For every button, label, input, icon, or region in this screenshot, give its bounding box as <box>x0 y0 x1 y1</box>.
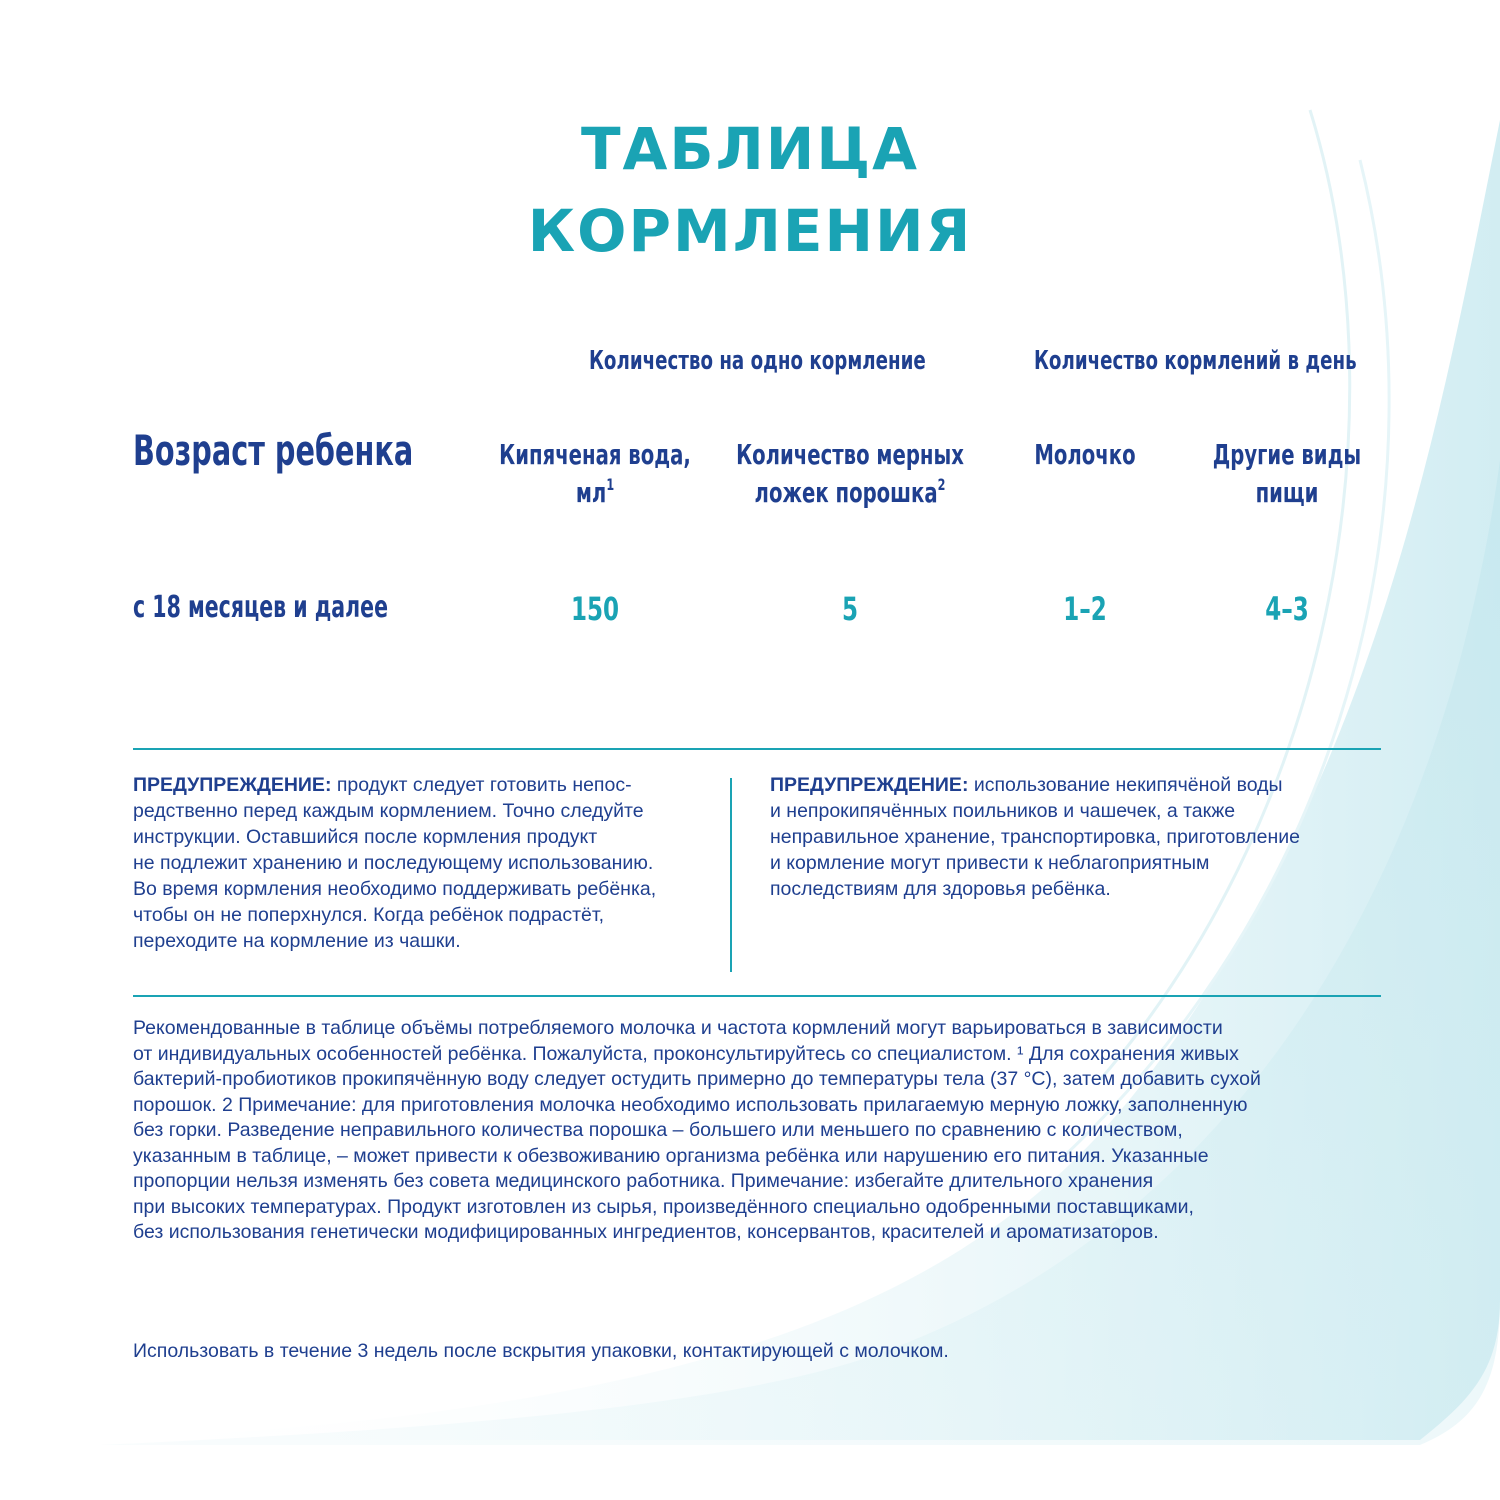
footnote-mark: 1 <box>606 475 615 494</box>
column-header-water <box>478 436 712 512</box>
cell-other-food: 4–3 <box>1265 590 1309 628</box>
table-row-label: с 18 месяцев и далее <box>133 590 389 625</box>
column-header-other-food <box>1170 436 1404 512</box>
column-header-text: Другие виды пищи <box>1212 438 1362 509</box>
recommendation-note: Рекомендованные в таблице объёмы потребляемого молочка и частота кормлений могут варьироваться в зависимости от индивидуальных особенностей ребёнка. Пожалуйста, проконсультируйтесь со специалистом. ¹ Для сохранения живых бактерий-пробиотиков прокипячённую воду следует остудить примерно до температуры тела (37 °C), затем добавить сухой порошок. 2 Примечание: для приготовления молочка необходимо использовать прилагаемую мерную ложку, заполненную без горки. Разведение неправильного количества порошка – большего или меньшего по сравнению с количеством, указанным в таблице, – может привести к обезвоживанию организма ребёнка или нарушению его питания. Указанные пропорции нельзя изменять без совета медицинского работника. Примечание: избегайте длительного хранения при высоких температурах. Продукт изготовлен из сырья, произведённого специально одобренными поставщиками, без использования генетически модифицированных ингредиентов, консервантов, красителей и ароматизаторов. <box>133 1017 1261 1243</box>
warning-left <box>133 772 713 954</box>
title-line-2: КОРМЛЕНИЯ <box>527 197 973 265</box>
warning-label: ПРЕДУПРЕЖДЕНИЕ: <box>133 774 332 796</box>
column-header-scoops <box>733 436 967 512</box>
storage-footer: Использовать в течение 3 недель после вскрытия упаковки, контактирующей с молочком. <box>133 1340 949 1362</box>
cell-water: 150 <box>570 590 620 628</box>
divider-bottom <box>133 995 1381 997</box>
warning-right <box>770 772 1370 902</box>
age-column-header: Возраст ребенка <box>133 426 414 475</box>
warning-label: ПРЕДУПРЕЖДЕНИЕ: <box>770 774 969 796</box>
title-line-1: ТАБЛИЦА <box>580 115 920 183</box>
group-header-per-feeding: Количество на одно кормление <box>589 346 926 376</box>
page-title <box>0 108 1500 272</box>
warning-text: продукт следует готовить непос- редственно перед каждым кормлением. Точно следуйте инструкции. Оставшийся после кормления продукт не подлежит хранению и последующему использованию. Во время кормления необходимо поддерживать ребёнка, чтобы он не поперхнулся. Когда ребёнок подрастёт, переходите на кормление из чашки. <box>133 774 657 952</box>
cell-scoops: 5 <box>841 590 859 628</box>
cell-milk-feedings: 1–2 <box>1063 590 1107 628</box>
footnote-mark: 2 <box>937 475 946 494</box>
divider-top <box>133 748 1381 750</box>
column-header-milk <box>968 436 1202 474</box>
column-header-text: Кипяченая вода, мл <box>499 438 691 509</box>
warning-text: использование некипячёной воды и непрокипячённых поильников и чашечек, а также неправильное хранение, транспортировка, приготовление и кормление могут привести к неблагоприятным последствиям для здоровья ребёнка. <box>770 774 1300 900</box>
column-header-text: Молочко <box>1034 438 1136 471</box>
divider-vertical <box>730 778 732 972</box>
group-header-per-day: Количество кормлений в день <box>1034 346 1357 376</box>
column-header-text: Количество мерных ложек порошка <box>736 438 964 509</box>
